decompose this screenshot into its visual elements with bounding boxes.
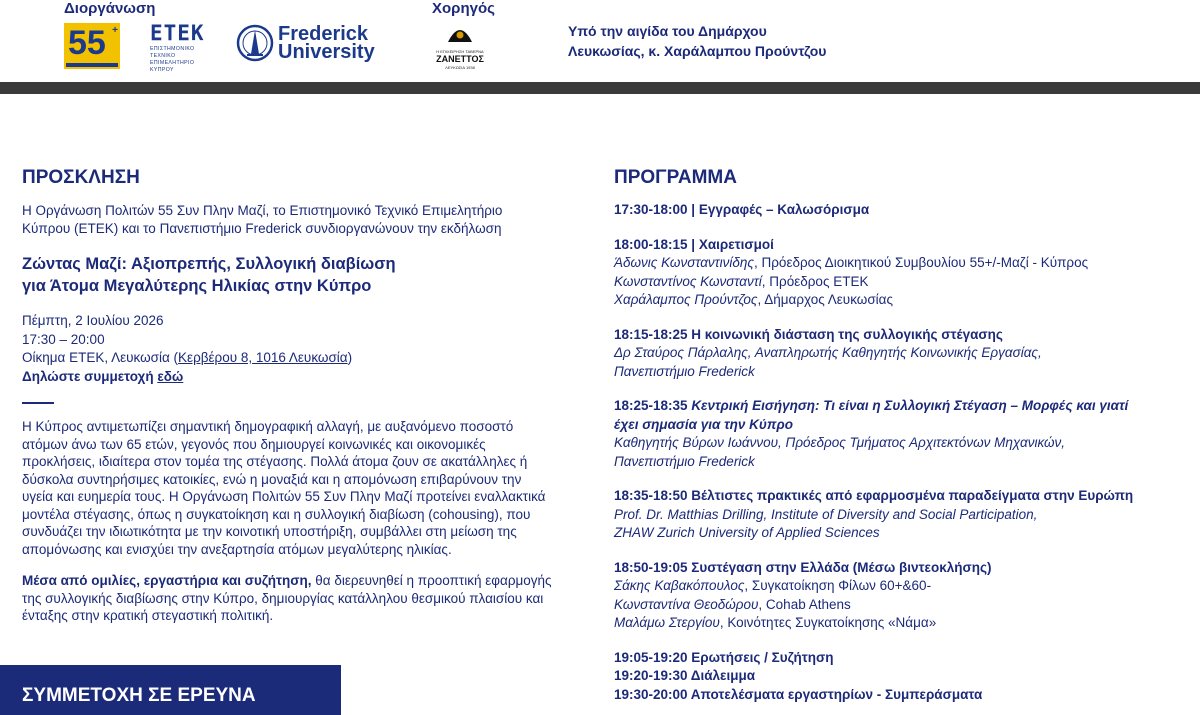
frederick-emblem-icon xyxy=(236,24,274,62)
speaker-role: , Πρόεδρος ΕΤΕΚ xyxy=(761,273,869,289)
patronage-line1: Υπό την αιγίδα του Δημάρχου xyxy=(568,23,767,39)
context-paragraph: Η Κύπρος αντιμετωπίζει σημαντική δημογραφική αλλαγή, με αυξανόμενο ποσοστό ατόμων άνω των 65 ετών, γεγονός που δημιουργεί κοινωνικές και οικονομικές προκλήσεις, ιδιαίτερα στον τομέα της στέγασης. Πολλά άτομα ζουν σε ακατάλληλες ή δύσκολα συντηρήσιμες κατοικίες, ενώ η μοναξιά και η απομόνωση επιβαρύνουν την υγεία και ευημερία τους. Η Οργάνωση Πολιτών 55 Συν Πλην Μαζί προτείνει εναλλακτικά μοντέλα στέγασης, όπως η συγκατοίκηση και η συλλογική διαβίωση (cohousing), που συνδυάζει την ιδιωτικότητα με την κοινοτική υποστήριξη, συμβάλλει στη μείωση της απομόνωσης και ενισχύει την ανεξαρτησία ατόμων μεγαλύτερης ηλικίας. xyxy=(22,419,546,557)
speaker-role: , Δήμαρχος Λευκωσίας xyxy=(757,292,893,307)
event-title xyxy=(22,253,552,297)
logo-55-number: 55 xyxy=(68,24,106,62)
rsvp-line xyxy=(22,368,552,387)
logo-55-strip xyxy=(66,63,118,67)
program-item xyxy=(614,326,1194,382)
logo-etek xyxy=(150,22,206,74)
speaker-line xyxy=(614,596,1194,615)
invitation-intro: Η Οργάνωση Πολιτών 55 Συν Πλην Μαζί, το Επιστημονικό Τεχνικό Επιμελητήριο Κύπρου (ΕΤΕΚ) και το Πανεπιστήμιο Frederick συνδιοργανώνουν την εκδήλωση xyxy=(22,203,503,236)
speaker-affiliation: ZHAW Zurich University of Applied Sciences xyxy=(614,525,880,540)
speaker-line: Prof. Dr. Matthias Drilling, Institute of Diversity and Social Participation, xyxy=(614,506,1038,522)
speaker-affiliation: Πανεπιστήμιο Frederick xyxy=(614,453,755,469)
address-open: ( xyxy=(173,350,179,365)
speaker-name: Χαράλαμπος Προύντζος xyxy=(614,292,758,307)
header-divider-bar xyxy=(0,82,1200,94)
address-close: ) xyxy=(347,350,353,365)
address-link[interactable]: Κερβέρου 8, 1016 Λευκωσία xyxy=(178,350,348,365)
speaker-role: , Κοινότητες Συγκατοίκησης «Νάμα» xyxy=(719,615,937,630)
patronage-line2: Λευκωσίας, κ. Χαράλαμπου Προύντζου xyxy=(568,43,827,59)
organizer-label: Διοργάνωση xyxy=(64,0,156,17)
etek-wordmark: ΕΤΕΚ xyxy=(150,21,205,45)
logo-55-sup: + xyxy=(112,25,118,36)
venue-text: Οίκημα ΕΤΕΚ, Λευκωσία xyxy=(22,350,174,365)
program-section xyxy=(614,160,1194,704)
speaker-line xyxy=(614,577,1194,596)
program-item-title: 18:00-18:15 | Χαιρετισμοί xyxy=(614,236,774,252)
etek-line2: ΤΕΧΝΙΚΟ xyxy=(150,53,176,59)
program-heading: ΠΡΟΓΡΑΜΜΑ xyxy=(614,167,737,188)
program-item-title: 18:35-18:50 Βέλτιστες πρακτικές από εφαρμοσμένα παραδείγματα στην Ευρώπη xyxy=(614,488,1134,503)
speaker-role: , Cohab Athens xyxy=(758,596,851,612)
patronage-text xyxy=(568,21,826,61)
event-title-line1: Ζώντας Μαζί: Αξιοπρεπής, Συλλογική διαβίωση xyxy=(22,255,396,273)
program-item-title xyxy=(614,397,1194,416)
logo-55-plus-minus xyxy=(64,23,120,69)
etek-line1: ΕΠΙΣΤΗΜΟΝΙΚΟ xyxy=(150,46,195,52)
program-item-title: 17:30-18:00 | Εγγραφές – Καλωσόρισμα xyxy=(614,202,870,217)
keynote-title-line1: Κεντρική Εισήγηση: Τι είναι η Συλλογική Στέγαση – Μορφές και γιατί xyxy=(691,398,1129,413)
research-participation-label: ΣΥΜΜΕΤΟΧΗ ΣΕ ΕΡΕΥΝΑ xyxy=(22,685,256,706)
zanettos-since: ΛΕΥΚΩΣΙΑ 1938 xyxy=(445,65,475,70)
activities-paragraph xyxy=(22,572,552,625)
invitation-section xyxy=(22,160,552,625)
frederick-line2: University xyxy=(278,41,375,63)
header-banner xyxy=(0,0,1200,82)
zanettos-tag: Η ΕΠΙΧΕΙΡΗΣΗ ΤΑΒΕΡΝΑ xyxy=(436,49,484,54)
keynote-title-line2: έχει σημασία για την Κύπρο xyxy=(614,416,793,432)
activities-rest: θα διερευνηθεί η προοπτική εφαρμογής της συλλογικής διαβίωσης στην Κύπρο, δημιουργίας κατάλληλου θεσμικού πλαισίου και ένταξης στην κρατική στεγαστική πολιτική. xyxy=(22,573,552,623)
program-item-time: 18:25-18:35 xyxy=(614,398,692,413)
speaker-affiliation: Πανεπιστήμιο Frederick xyxy=(614,363,755,379)
speaker-line: Καθηγητής Βύρων Ιωάννου, Πρόεδρος Τμήματος Αρχιτεκτόνων Μηχανικών, xyxy=(614,435,1066,450)
event-time: 17:30 – 20:00 xyxy=(22,331,105,347)
rsvp-text: Δηλώστε συμμετοχή xyxy=(22,368,158,384)
program-item xyxy=(614,487,1194,543)
event-venue xyxy=(22,349,552,368)
program-item-title: 19:20-19:30 Διάλειμμα xyxy=(614,668,756,683)
speaker-role: , Συγκατοίκηση Φίλων 60+&60- xyxy=(744,578,932,593)
sponsor-label: Χορηγός xyxy=(432,0,495,17)
research-participation-button[interactable] xyxy=(0,665,341,715)
speaker-name: Κωνσταντίνα Θεοδώρου xyxy=(614,596,759,612)
section-divider xyxy=(22,402,54,404)
zanettos-name: ΖΑΝΕΤΤΟΣ xyxy=(436,54,484,64)
etek-subtitle xyxy=(150,46,206,74)
speaker-name: Άδωνις Κωνσταντινίδης xyxy=(614,255,754,270)
etek-line3: ΕΠΙΜΕΛΗΤΗΡΙΟ xyxy=(150,60,195,66)
speaker-line: Δρ Σταύρος Πάρλαλης, Αναπληρωτής Καθηγητής Κοινωνικής Εργασίας, xyxy=(614,345,1042,360)
program-item-title: 19:30-20:00 Αποτελέσματα εργαστηρίων - Συμπεράσματα xyxy=(614,686,983,702)
frederick-line1: Frederick xyxy=(278,23,369,45)
speaker-role: , Πρόεδρος Διοικητικού Συμβουλίου 55+/-Μαζί - Κύπρος xyxy=(754,255,1089,270)
speaker-name: Σάκης Καβακόπουλος xyxy=(614,578,745,593)
activities-bold: Μέσα από ομιλίες, εργαστήρια και συζήτηση, xyxy=(22,573,312,588)
speaker-line xyxy=(614,291,1194,310)
speaker-name: Μαλάμω Στεργίου xyxy=(614,615,720,630)
program-item-group xyxy=(614,649,1194,705)
invitation-heading: ΠΡΟΣΚΛΗΣΗ xyxy=(22,167,140,188)
rsvp-link[interactable]: εδώ xyxy=(157,368,184,384)
program-item-title: 19:05-19:20 Ερωτήσεις / Συζήτηση xyxy=(614,649,834,665)
event-details xyxy=(22,312,552,386)
event-title-line2: για Άτομα Μεγαλύτερης Ηλικίας στην Κύπρο xyxy=(22,277,372,295)
logo-zanettos xyxy=(432,24,488,70)
program-item xyxy=(614,559,1194,633)
zanettos-emblem-icon xyxy=(446,24,474,44)
program-item-title: 18:15-18:25 Η κοινωνική διάσταση της συλλογικής στέγασης xyxy=(614,326,1003,342)
speaker-line xyxy=(614,273,1194,292)
speaker-line xyxy=(614,614,1194,633)
program-item xyxy=(614,201,1194,220)
speaker-line xyxy=(614,254,1194,273)
etek-line4: ΚΥΠΡΟΥ xyxy=(150,67,174,73)
program-item-title: 18:50-19:05 Συστέγαση στην Ελλάδα (Μέσω βιντεοκλήσης) xyxy=(614,559,992,575)
program-item xyxy=(614,397,1194,471)
speaker-name: Κωνσταντίνος Κωνσταντί xyxy=(614,273,762,289)
program-item xyxy=(614,236,1194,310)
event-date: Πέμπτη, 2 Ιουλίου 2026 xyxy=(22,313,164,328)
